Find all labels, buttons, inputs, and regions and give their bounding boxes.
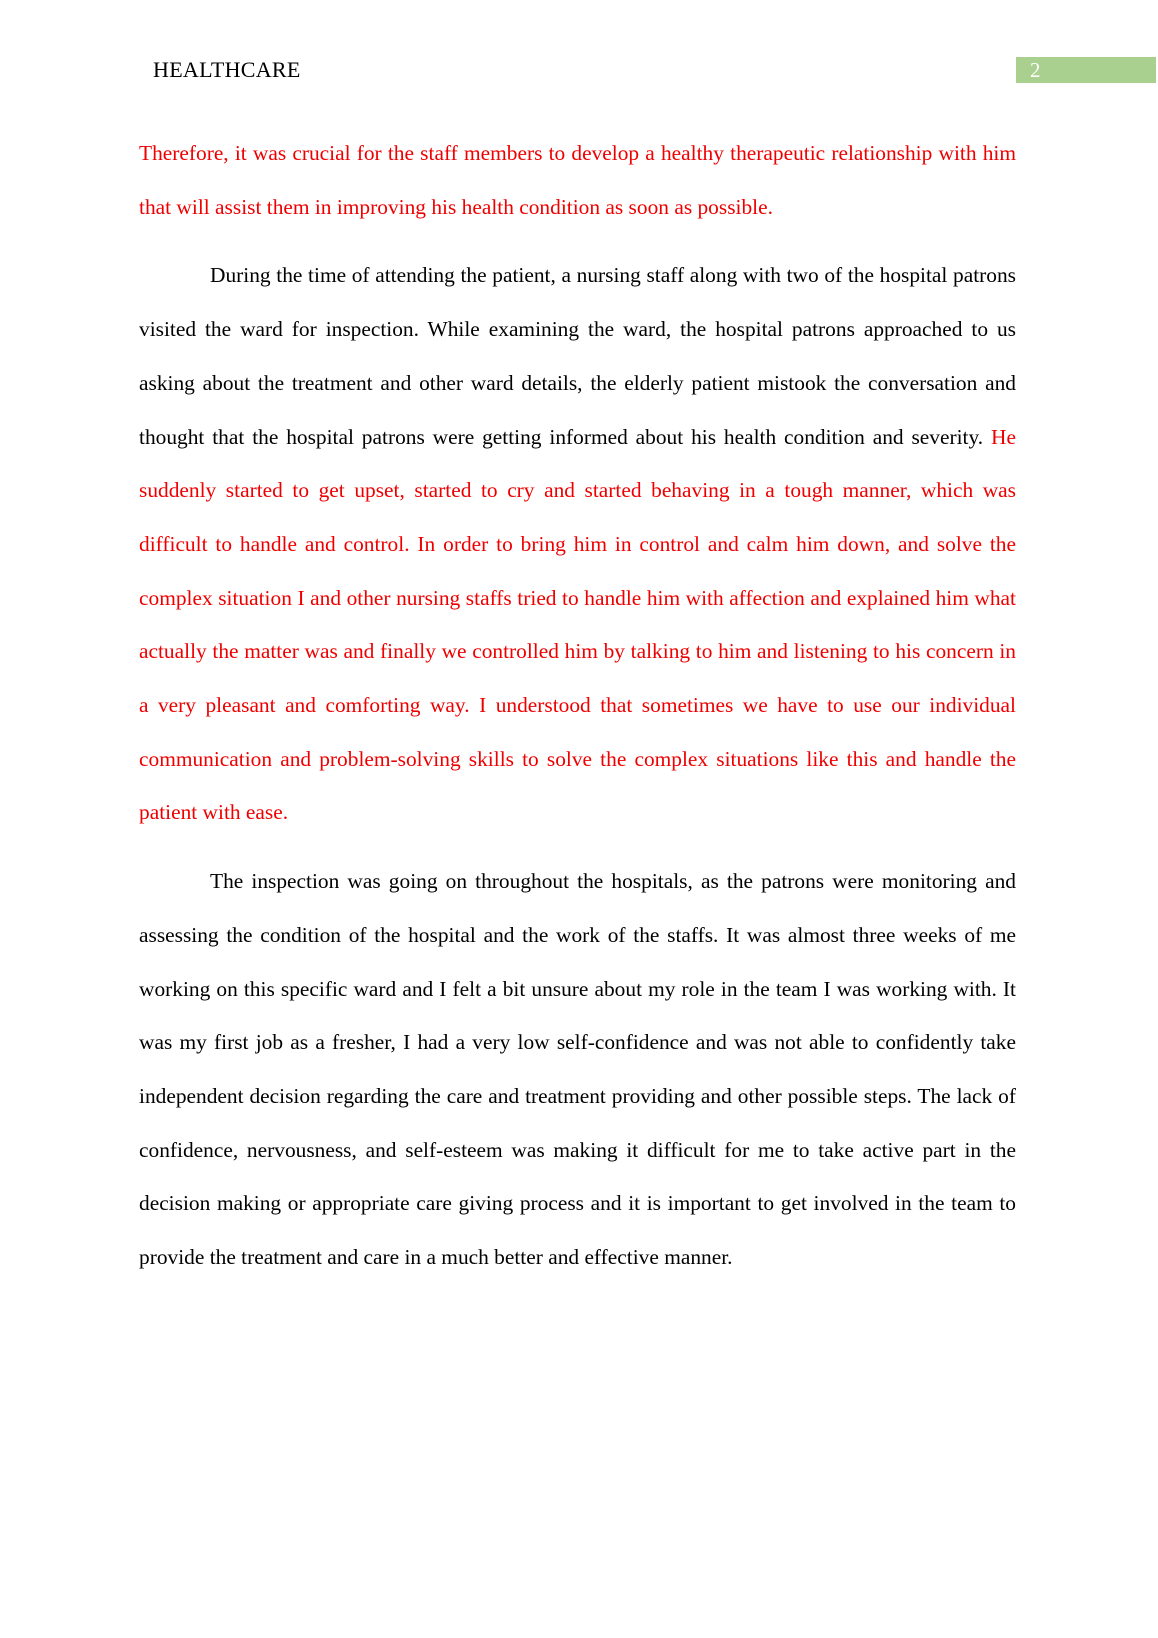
paragraph-text: The inspection was going on throughout the hospitals, as the patrons were monitoring and assessing the condition of the hospital and the work of the staffs. It was almost three weeks of me working on this specific ward and I felt a bit unsure about my role in the team I was working with. It was my first job as a fresher, I had a very low self-confidence and was not able to confidently take independent decision regarding the care and treatment providing and other possible steps. The lack of confidence, nervousness, and self-esteem was making it difficult for me to take active part in the decision making or appropriate care giving process and it is important to get involved in the team to provide the treatment and care in a much better and effective manner. [139, 869, 1016, 1270]
highlighted-text: Therefore, it was crucial for the staff members to develop a healthy therapeutic relationship with him that will assist them in improving his health condition as soon as possible. [139, 141, 1016, 219]
paragraph-text: During the time of attending the patient, a nursing staff along with two of the hospital patrons visited the ward for inspection. While examining the ward, the hospital patrons approached to us asking about the treatment and other ward details, the elderly patient mistook the conversation and thought that the hospital patrons were getting informed about his health condition and severity. [139, 263, 1016, 449]
document-body [139, 127, 1016, 1300]
page-number: 2 [1030, 58, 1041, 82]
paragraph-2 [139, 249, 1016, 840]
highlighted-text: He suddenly started to get upset, started to cry and started behaving in a tough manner, which was difficult to handle and control. In order to bring him in control and calm him down, and solve the complex situation I and other nursing staffs tried to handle him with affection and explained him what actually the matter was and finally we controlled him by talking to him and listening to his concern in a very pleasant and comforting way. I understood that sometimes we have to use our individual communication and problem-solving skills to solve the complex situations like this and handle the patient with ease. [139, 424, 1016, 825]
page-number-badge [1016, 57, 1156, 83]
running-header-title: HEALTHCARE [153, 57, 301, 82]
paragraph-3 [139, 855, 1016, 1285]
paragraph-1 [139, 127, 1016, 234]
